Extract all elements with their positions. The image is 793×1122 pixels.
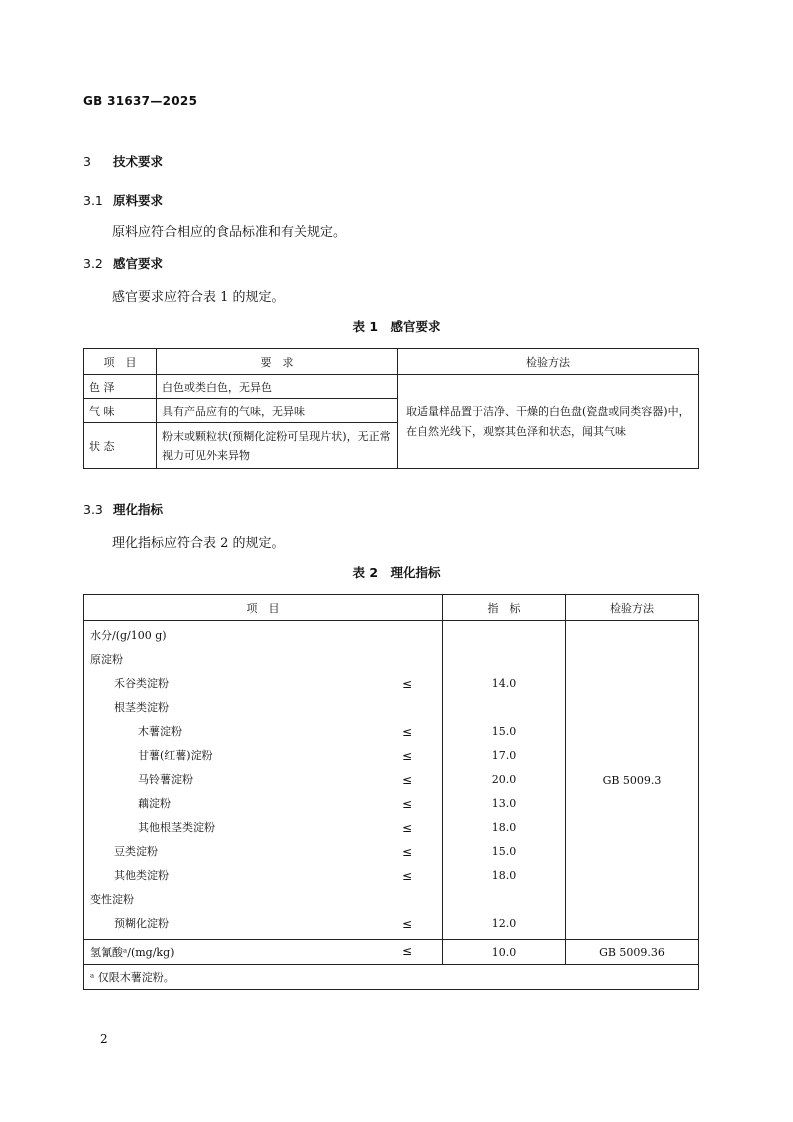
- indicator-label: 水分/(g/100 g): [90, 629, 167, 642]
- indicator-item-row: [84, 888, 442, 912]
- indicator-label: 根茎类淀粉: [114, 701, 169, 714]
- table-header-row: [84, 349, 699, 375]
- indicator-value: [443, 696, 565, 720]
- item-cell: 色 泽: [84, 375, 157, 399]
- section-number: 3: [83, 154, 91, 169]
- indicator-item-row: [84, 816, 442, 840]
- section-3-2-heading: [83, 254, 163, 272]
- indicator-item-row: [84, 792, 442, 816]
- moisture-items-cell: [84, 621, 443, 940]
- less-equal-symbol: ≤: [402, 845, 413, 859]
- col-header-method: 检验方法: [398, 349, 699, 375]
- indicator-item-row: [84, 696, 442, 720]
- col-header-item: 项 目: [84, 349, 157, 375]
- indicator-value: 20.0: [491, 773, 517, 786]
- method-cell: 取适量样品置于洁净、干燥的白色盘(瓷盘或同类容器)中，在自然光线下，观察其色泽和状态，闻其气味: [398, 375, 699, 469]
- less-equal-symbol: ≤: [402, 869, 413, 883]
- hcn-row: [84, 940, 699, 965]
- indicator-value: [443, 624, 565, 648]
- hcn-label: 氢氰酸ᵃ/(mg/kg): [90, 946, 175, 959]
- physicochemical-indicators-table: [83, 594, 699, 990]
- indicator-label: 原淀粉: [90, 653, 123, 666]
- indicator-label: 藕淀粉: [138, 797, 171, 810]
- section-number: 3.2: [83, 256, 103, 271]
- section-number: 3.3: [83, 502, 103, 517]
- moisture-value-list: [443, 624, 565, 936]
- indicator-label: 其他根茎类淀粉: [138, 821, 215, 834]
- standard-code-header: GB 31637—2025: [83, 94, 198, 108]
- indicator-label: 甘薯(红薯)淀粉: [138, 749, 213, 762]
- table-row: [84, 375, 699, 399]
- indicator-item-row: [84, 648, 442, 672]
- section-3-3-text: 理化指标应符合表 2 的规定。: [112, 536, 285, 551]
- less-equal-symbol: ≤: [402, 797, 413, 811]
- indicator-item-row: [84, 720, 442, 744]
- moisture-values-cell: [443, 621, 566, 940]
- indicator-item-row: [84, 768, 442, 792]
- col-header-item: 项 目: [84, 595, 443, 621]
- col-header-requirement: 要 求: [157, 349, 398, 375]
- section-title: 技术要求: [113, 154, 164, 169]
- indicator-label: 变性淀粉: [90, 893, 134, 906]
- moisture-block: [84, 621, 699, 940]
- col-header-method: 检验方法: [566, 595, 699, 621]
- indicator-value: 13.0: [491, 797, 517, 810]
- indicator-label: 禾谷类淀粉: [114, 677, 169, 690]
- requirement-cell: 粉末或颗粒状(预糊化淀粉可呈现片状)，无正常视力可见外来异物: [157, 423, 398, 469]
- indicator-value: 12.0: [491, 917, 517, 930]
- moisture-method-cell: GB 5009.3: [566, 621, 699, 940]
- indicator-value: 14.0: [491, 677, 517, 690]
- less-equal-symbol: ≤: [402, 944, 413, 958]
- requirement-cell: 具有产品应有的气味，无异味: [157, 399, 398, 423]
- indicator-label: 马铃薯淀粉: [138, 773, 193, 786]
- col-header-limit: 指 标: [443, 595, 566, 621]
- indicator-item-row: [84, 912, 442, 936]
- hcn-method-cell: GB 5009.36: [566, 940, 699, 965]
- hcn-value-cell: 10.0: [443, 940, 566, 965]
- item-cell: 气 味: [84, 399, 157, 423]
- page-number: 2: [100, 1032, 108, 1046]
- section-3-heading: [83, 152, 163, 170]
- requirement-cell: 白色或类白色，无异色: [157, 375, 398, 399]
- section-3-2-text: 感官要求应符合表 1 的规定。: [112, 290, 285, 305]
- section-3-3-heading: [83, 500, 163, 518]
- section-title: 原料要求: [113, 193, 164, 208]
- indicator-value: 15.0: [491, 725, 517, 738]
- indicator-value: 18.0: [491, 869, 517, 882]
- indicator-item-row: [84, 864, 442, 888]
- section-title: 感官要求: [113, 256, 164, 271]
- indicator-item-row: [84, 624, 442, 648]
- indicator-item-row: [84, 840, 442, 864]
- sensory-requirements-table: [83, 348, 699, 469]
- less-equal-symbol: ≤: [402, 773, 413, 787]
- table-header-row: [84, 595, 699, 621]
- indicator-value: [443, 888, 565, 912]
- indicator-value: 18.0: [491, 821, 517, 834]
- moisture-item-list: [84, 624, 442, 936]
- indicator-label: 其他类淀粉: [114, 869, 169, 882]
- less-equal-symbol: ≤: [402, 821, 413, 835]
- less-equal-symbol: ≤: [402, 917, 413, 931]
- footnote-row: [84, 965, 699, 990]
- section-3-1-heading: [83, 191, 163, 209]
- item-cell: 状 态: [84, 423, 157, 469]
- table-1-caption: 表 1 感官要求: [352, 319, 441, 334]
- footnote-cell: ᵃ 仅限木薯淀粉。: [84, 965, 699, 990]
- indicator-item-row: [84, 744, 442, 768]
- less-equal-symbol: ≤: [402, 725, 413, 739]
- indicator-value: [443, 648, 565, 672]
- hcn-item-cell: [84, 940, 443, 965]
- table-2-caption: 表 2 理化指标: [352, 565, 441, 580]
- less-equal-symbol: ≤: [402, 749, 413, 763]
- indicator-label: 木薯淀粉: [138, 725, 182, 738]
- indicator-label: 豆类淀粉: [114, 845, 158, 858]
- indicator-value: 15.0: [491, 845, 517, 858]
- indicator-label: 预糊化淀粉: [114, 917, 169, 930]
- less-equal-symbol: ≤: [402, 677, 413, 691]
- section-title: 理化指标: [113, 502, 164, 517]
- section-number: 3.1: [83, 193, 103, 208]
- section-3-1-text: 原料应符合相应的食品标准和有关规定。: [112, 225, 347, 240]
- indicator-value: 17.0: [491, 749, 517, 762]
- indicator-item-row: [84, 672, 442, 696]
